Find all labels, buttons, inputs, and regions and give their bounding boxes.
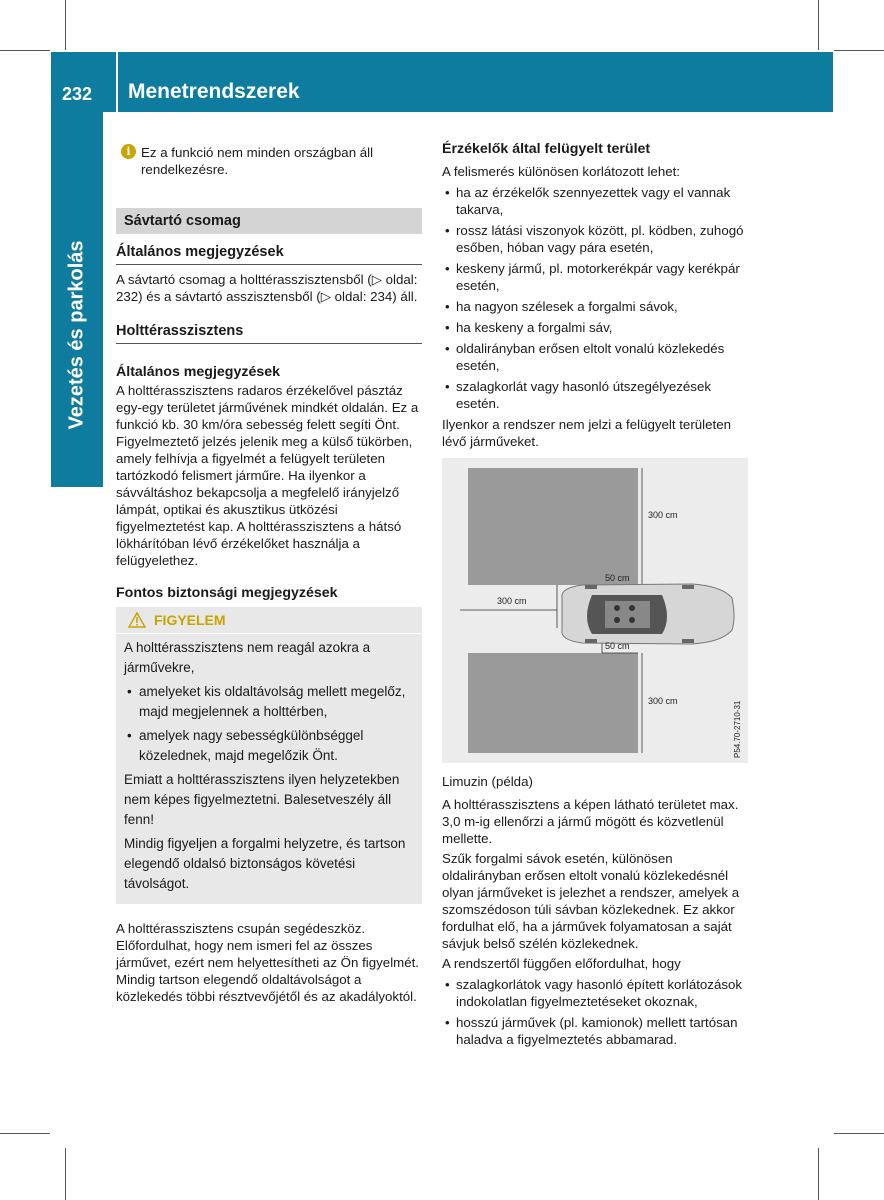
- info-icon: i: [121, 144, 136, 159]
- safety-heading: Fontos biztonsági megjegyzések: [116, 585, 338, 601]
- right-column: [442, 141, 748, 1052]
- sensor-heading: Érzékelők által felügyelt terület: [442, 141, 651, 157]
- general-heading: Általános megjegyzések: [116, 244, 422, 265]
- general-text: A sávtartó csomag a holttérasszisztensből (▷ oldal: 232) és a sávtartó asszisztensből (▷ oldal: 234) áll.: [116, 272, 418, 304]
- crop-mark: [0, 1133, 50, 1134]
- left-column: [116, 144, 422, 1005]
- list-item: • oldalirányban erősen eltolt vonalú közlekedés esetén,: [442, 340, 748, 374]
- blind-spot-general-text: A holttérasszisztens radaros érzékelővel pásztáz egy-egy területet járművének mindkét oldalán. Ez a funkció kb. 30 km/óra sebesség felett segíti Önt. Figyelmeztető jelzés jelenik meg a külső tükörben, amely felhívja a figyelmét a felügyelt területen tartózkodó felismert járműre. Ha ilyenkor a sávváltáshoz bekapcsolja a megfelelő irányjelző lámpát, optikai és akusztikus ütközési figyelmeztetést kap. A holttérasszisztens a hátsó lökhárítóban lévő érzékelőket használja a felügyelethez.: [116, 383, 419, 568]
- warning-label: FIGYELEM: [154, 612, 226, 628]
- warning-intro: A holttérasszisztens nem reagál azokra a járművekre,: [124, 640, 371, 675]
- header-divider: [116, 52, 118, 112]
- list-item: • ha nagyon szélesek a forgalmi sávok,: [442, 298, 748, 315]
- crop-mark: [65, 1148, 66, 1200]
- paragraph: A holttérasszisztens a képen látható területet max. 3,0 m-ig ellenőrzi a jármű mögött és közvetlenül mellette.: [442, 797, 739, 846]
- list-item: • amelyeket kis oldaltávolság mellett megelőz, majd megjelennek a holttérben,: [124, 682, 414, 722]
- side-tab-label: Vezetés és parkolás: [65, 240, 88, 430]
- bottom-zone: [468, 653, 638, 753]
- top-zone: [468, 468, 638, 585]
- list-item: • ha keskeny a forgalmi sáv,: [442, 319, 748, 336]
- top-zone-label: 300 cm: [648, 510, 678, 520]
- paragraph: Szűk forgalmi sávok esetén, különösen oldalirányban erősen eltolt vonalú közlekedésnél olyan járműveket is jelezhet a rendszer, amelyek a szomszédoson túli sávban közlekednek. Ez akkor fordulhat elő, ha a járművek folyamatosan a saját sávjuk belső szélén közlekednek.: [442, 851, 740, 951]
- diagram-svg: [442, 458, 748, 763]
- warning-body: [116, 634, 422, 894]
- list-item: • ha az érzékelők szennyezettek vagy el vannak takarva,: [442, 184, 748, 218]
- warning-paragraph: Emiatt a holttérasszisztens ilyen helyzetekben nem képes figyelmeztetni. Balesetveszély áll fenn!: [124, 772, 400, 827]
- conditions-list: [442, 976, 748, 1048]
- final-text: A holttérasszisztens csupán segédeszköz. Előfordulhat, hogy nem ismeri fel az összes járművet, ezért nem helyettesítheti az Ön figyelmét. Mindig tartson elegendő oldaltávolságot a közlekedés többi résztvevőjétől és az akadályoktól.: [116, 921, 420, 1004]
- crop-mark: [0, 50, 50, 51]
- warning-triangle-icon: [128, 612, 146, 628]
- crop-mark: [818, 1148, 819, 1200]
- paragraph: A rendszertől függően előfordulhat, hogy: [442, 956, 681, 971]
- list-item: • hosszú járművek (pl. kamionok) mellett tartósan haladva a figyelmeztetés abbamarad.: [442, 1014, 748, 1048]
- list-item: • rossz látási viszonyok között, pl. ködben, zuhogó esőben, hóban vagy pára esetén,: [442, 222, 748, 256]
- blind-spot-heading: Holttérasszisztens: [116, 323, 422, 344]
- rear-label: 300 cm: [497, 596, 527, 606]
- page-title: Menetrendszerek: [128, 80, 300, 103]
- warning-list: [124, 682, 414, 766]
- info-note-text: Ez a funkció nem minden országban áll rendelkezésre.: [141, 145, 374, 177]
- crop-mark: [834, 1133, 884, 1134]
- warning-paragraph: Mindig figyeljen a forgalmi helyzetre, és tartson elegendő oldalsó biztonságos követési távolságot.: [124, 836, 406, 891]
- warning-header: [116, 607, 422, 634]
- crop-mark: [818, 0, 819, 50]
- bottom-gap-label: 50 cm: [605, 641, 630, 651]
- blind-spot-general-heading: Általános megjegyzések: [116, 364, 281, 380]
- sensor-intro: A felismerés különösen korlátozott lehet:: [442, 164, 680, 179]
- list-item: • szalagkorlátok vagy hasonló épített korlátozások indokolatlan figyelmeztetéseket okoznak,: [442, 976, 748, 1010]
- info-note: [116, 144, 422, 178]
- crop-mark: [65, 0, 66, 50]
- figure-code: P54.70-2710-31: [733, 700, 742, 758]
- list-item: • szalagkorlát vagy hasonló útszegélyezések esetén.: [442, 378, 748, 412]
- top-gap-label: 50 cm: [605, 573, 630, 583]
- section-title: Sávtartó csomag: [116, 208, 422, 234]
- car-image: [562, 584, 734, 644]
- page-number: 232: [62, 84, 93, 104]
- list-item: • keskeny jármű, pl. motorkerékpár vagy kerékpár esetén,: [442, 260, 748, 294]
- sensor-list: [442, 184, 748, 412]
- sensor-diagram: [442, 458, 748, 763]
- crop-mark: [834, 50, 884, 51]
- diagram-caption: Limuzin (példa): [442, 774, 533, 789]
- bottom-zone-label: 300 cm: [648, 696, 678, 706]
- list-item: • amelyek nagy sebességkülönbséggel közelednek, majd megelőzik Önt.: [124, 726, 414, 766]
- warning-box: [116, 607, 422, 904]
- sensor-note: Ilyenkor a rendszer nem jelzi a felügyelt területen lévő járműveket.: [442, 417, 731, 449]
